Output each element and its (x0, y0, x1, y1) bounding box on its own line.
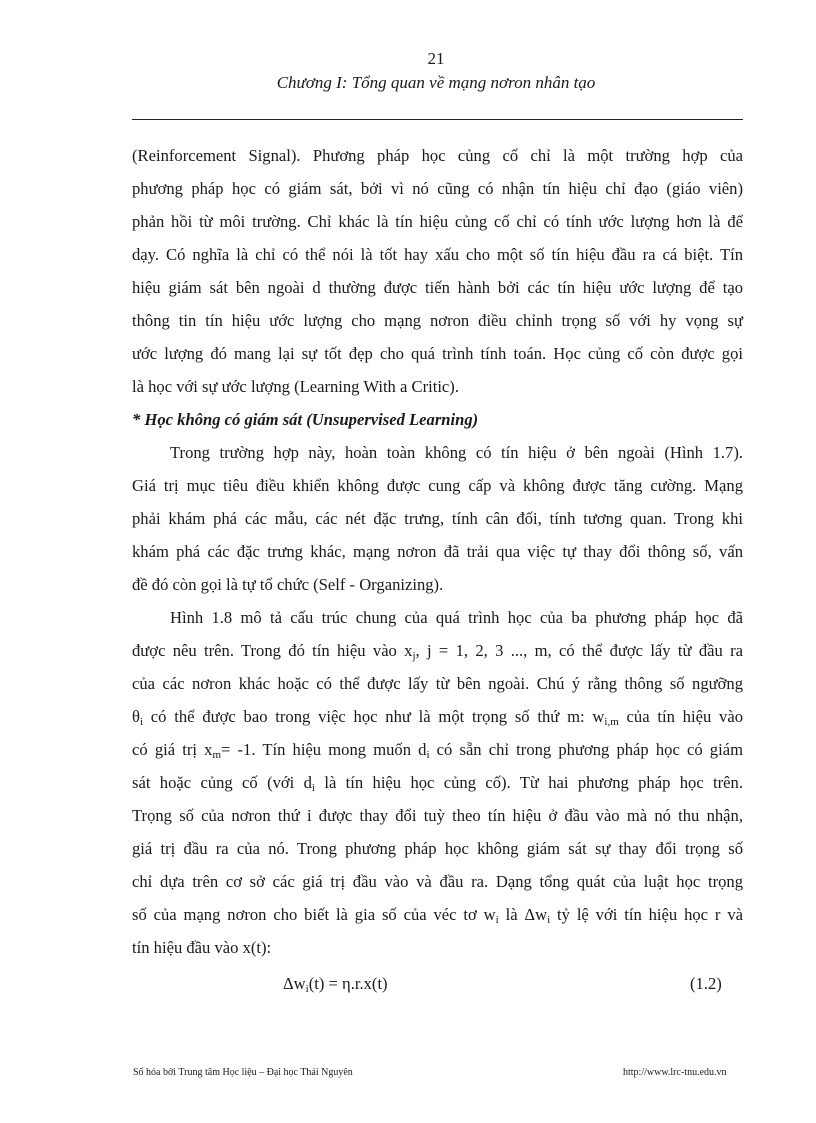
body-line: có giá trị $x_m= -1$. Tín hiệu mong muốn $d_i$ có sẵn chỉ trong phương pháp học có giám (132, 740, 743, 761)
header-rule (132, 119, 743, 120)
body-line: giá trị đầu ra của nó. Trong phương pháp học không giám sát sự thay đổi trọng số (132, 839, 743, 858)
body-line: được nêu trên. Trong đó tín hiệu vào $x_j$, j = 1, 2, 3 ..., m, có thể được lấy từ đầu ra (132, 641, 743, 662)
body-line: khám phá các đặc trưng khác, mạng nơron đã trải qua việc tự thay đổi thông số, vấn (132, 542, 743, 561)
body-line: Trọng số của nơron thứ i được thay đổi tuỳ theo tín hiệu ở đầu vào mà nó thu nhận, (132, 806, 743, 825)
body-line: hiệu giám sát bên ngoài d thường được tiến hành bởi các tín hiệu ước lượng để tạo (132, 278, 743, 297)
body-line: là học với sự ước lượng (Learning With a Critic). (132, 377, 459, 396)
body-line: phương pháp học có giám sát, bởi vì nó cũng có nhận tín hiệu chỉ đạo (giáo viên) (132, 179, 743, 198)
body-line: Trong trường hợp này, hoàn toàn không có tín hiệu ở bên ngoài (Hình 1.7). (170, 443, 743, 462)
body-line: $\theta_i$ có thể được bao trong việc học như là một trọng số thứ m: $w_{i,m}$ của tín hiệu vào (132, 707, 744, 728)
chapter-title: Chương I: Tổng quan về mạng nơron nhân tạo (276, 73, 596, 92)
body-line: của các nơron khác hoặc có thể được lấy từ bên ngoài. Chú ý rằng thông số ngưỡng (132, 674, 743, 693)
body-line: (Reinforcement Signal). Phương pháp học củng cố chỉ là một trường hợp của (132, 146, 743, 165)
body-line: phải khám phá các mẫu, các nét đặc trưng, tính cân đối, tính tương quan. Trong khi (132, 509, 743, 528)
body-line: chỉ dựa trên cơ sở các giá trị đầu vào và đầu ra. Dạng tổng quát của luật học trọng (132, 872, 743, 891)
equation: $\Delta w_i(t) = \eta.r.x(t)$ (283, 974, 388, 995)
footer-credit: Số hóa bởi Trung tâm Học liệu – Đại học Thái Nguyên (133, 1067, 353, 1078)
body-line: tín hiệu đầu vào x(t): (132, 938, 272, 957)
body-line: thông tin tín hiệu ước lượng cho mạng nơron điều chỉnh trọng số với hy vọng sự (132, 311, 743, 330)
body-line: số của mạng nơron cho biết là gia số của véc tơ $w_i$ là $\Delta w_i$ tỷ lệ với tín hiệu học r và (132, 905, 743, 926)
body-line: phản hồi từ môi trường. Chỉ khác là tín hiệu củng cố chỉ có tính ước lượng hơn là để (132, 212, 743, 231)
body-line: sát hoặc củng cố (với $d_i$ là tín hiệu học củng cố). Từ hai phương pháp học trên. (132, 773, 743, 794)
body-line: Hình 1.8 mô tả cấu trúc chung của quá trình học của ba phương pháp học đã (170, 608, 743, 627)
body-line: Giá trị mục tiêu điều khiển không được cung cấp và không được tăng cường. Mạng (132, 476, 743, 495)
footer-url[interactable]: http://www.lrc-tnu.edu.vn (623, 1067, 727, 1078)
page-number: 21 (427, 49, 445, 68)
section-heading: * Học không có giám sát (Unsupervised Learning) (132, 410, 479, 429)
equation-number: (1.2) (690, 974, 722, 993)
body-line: ước lượng đó mang lại sự tốt đẹp cho quá trình tính toán. Học củng cố còn được gọi (132, 344, 743, 363)
body-line: đề đó còn gọi là tự tổ chức (Self - Organizing). (132, 575, 444, 594)
body-line: dạy. Có nghĩa là chỉ có thể nói là tốt hay xấu cho một số tín hiệu đầu ra cá biệt. Tín (132, 245, 743, 264)
